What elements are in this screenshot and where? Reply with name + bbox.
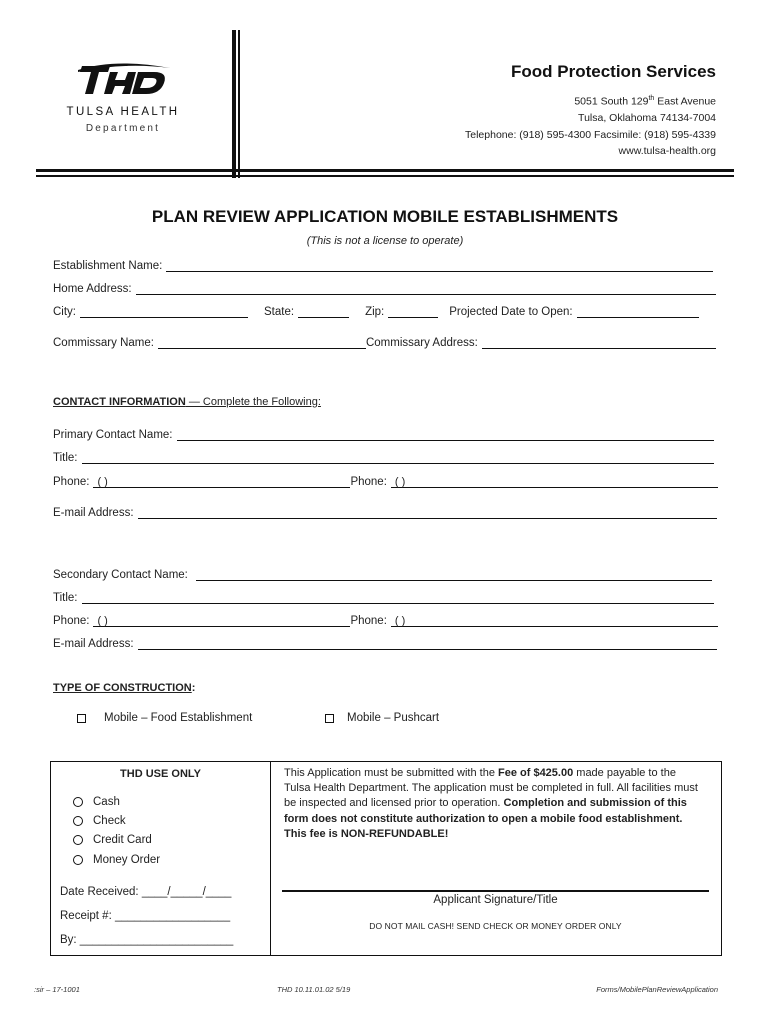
- city-state-zip-row: [53, 302, 699, 318]
- page-subtitle: (This is not a license to operate): [306, 235, 464, 247]
- header-divider-thick: [232, 30, 236, 178]
- checkbox-icon[interactable]: [77, 714, 86, 723]
- header-rule-thick: [36, 169, 734, 172]
- payment-option-check[interactable]: Check: [73, 815, 126, 827]
- primary-contact-row: [53, 425, 714, 441]
- non-refundable-statement: This fee is NON-REFUNDABLE!: [284, 827, 449, 840]
- secondary-title-field[interactable]: [82, 592, 714, 604]
- secondary-phone2-field[interactable]: ( ): [391, 615, 718, 627]
- city-field[interactable]: [80, 306, 248, 318]
- secondary-title-label: Title:: [53, 592, 78, 604]
- commissary-address-field[interactable]: [482, 337, 716, 349]
- commissary-name-label: Commissary Name:: [53, 337, 154, 349]
- commissary-name-field[interactable]: [158, 337, 366, 349]
- radio-icon[interactable]: [73, 797, 83, 807]
- establishment-name-field[interactable]: [166, 260, 713, 272]
- secondary-title-row: [53, 588, 714, 604]
- logo-name: TULSA HEALTH: [66, 106, 180, 118]
- date-received-field[interactable]: Date Received: ____/_____/____: [60, 886, 232, 898]
- primary-title-field[interactable]: [82, 452, 714, 464]
- org-contact-block: [465, 62, 716, 160]
- commissary-row: [53, 333, 716, 349]
- authorization-statement: Completion and submission of this form does not constitute authorization to open a mobile food establishment.: [284, 797, 687, 825]
- secondary-phone2-label: Phone:: [350, 615, 387, 627]
- radio-icon[interactable]: [73, 855, 83, 865]
- received-by-field[interactable]: By: ________________________: [60, 934, 234, 946]
- primary-phone-row: [53, 472, 718, 488]
- radio-icon[interactable]: [73, 835, 83, 845]
- construction-option-food-establishment[interactable]: Mobile – Food Establishment: [77, 712, 252, 724]
- primary-title-label: Title:: [53, 452, 78, 464]
- radio-icon[interactable]: [73, 816, 83, 826]
- secondary-phone1-field[interactable]: ( ): [93, 615, 350, 627]
- secondary-contact-row: [53, 565, 712, 581]
- primary-email-label: E-mail Address:: [53, 507, 134, 519]
- zip-field[interactable]: [388, 306, 438, 318]
- org-city-line: Tulsa, Oklahoma 74134-7004: [578, 112, 716, 124]
- org-title: Food Protection Services: [511, 62, 716, 81]
- thd-use-box: [50, 761, 722, 956]
- footer-right: Forms/MobilePlanReviewApplication: [596, 985, 718, 994]
- contact-info-heading: CONTACT INFORMATION — Complete the Following:: [53, 396, 321, 408]
- primary-phone1-field[interactable]: ( ): [93, 476, 350, 488]
- signature-line[interactable]: [282, 890, 709, 892]
- primary-email-field[interactable]: [138, 507, 717, 519]
- zip-label: Zip:: [365, 306, 385, 318]
- header-rule-thin: [36, 175, 734, 177]
- primary-contact-label: Primary Contact Name:: [53, 429, 173, 441]
- thd-use-only-heading: THD USE ONLY: [120, 768, 201, 780]
- org-website[interactable]: www.tulsa-health.org: [618, 145, 716, 157]
- primary-phone1-label: Phone:: [53, 476, 90, 488]
- receipt-number-field[interactable]: Receipt #: __________________: [60, 910, 231, 922]
- secondary-phone-row: [53, 611, 718, 627]
- no-cash-warning: DO NOT MAIL CASH! SEND CHECK OR MONEY ORDER ONLY: [369, 921, 622, 931]
- home-address-row: [53, 279, 716, 295]
- fee-amount: Fee of $425.00: [498, 767, 574, 779]
- city-label: City:: [53, 306, 76, 318]
- secondary-phone1-label: Phone:: [53, 615, 90, 627]
- footer-center: THD 10.11.01.02 5/19: [277, 985, 351, 994]
- projected-date-field[interactable]: [577, 306, 699, 318]
- box-divider: [270, 762, 271, 955]
- payment-option-cash[interactable]: Cash: [73, 796, 120, 808]
- header-divider-thin: [238, 30, 240, 178]
- thd-logo-mark-icon: [76, 62, 172, 98]
- state-label: State:: [264, 306, 295, 318]
- org-street-address: 5051 South 129th East Avenue: [574, 95, 716, 108]
- page-title: PLAN REVIEW APPLICATION MOBILE ESTABLISHMENTS: [151, 207, 619, 226]
- establishment-name-label: Establishment Name:: [53, 260, 163, 272]
- payment-option-money-order[interactable]: Money Order: [73, 854, 160, 866]
- secondary-contact-label: Secondary Contact Name:: [53, 569, 188, 581]
- construction-heading: TYPE OF CONSTRUCTION:: [53, 682, 196, 694]
- commissary-address-label: Commissary Address:: [365, 337, 478, 349]
- primary-phone2-label: Phone:: [350, 476, 387, 488]
- secondary-email-field[interactable]: [138, 638, 717, 650]
- secondary-email-label: E-mail Address:: [53, 638, 134, 650]
- home-address-label: Home Address:: [53, 283, 132, 295]
- primary-title-row: [53, 448, 714, 464]
- construction-option-pushcart[interactable]: Mobile – Pushcart: [325, 712, 439, 724]
- logo-department: Department: [85, 123, 161, 134]
- primary-phone2-field[interactable]: ( ): [391, 476, 718, 488]
- footer-left: :sir – 17-1001: [34, 985, 80, 994]
- checkbox-icon[interactable]: [325, 714, 334, 723]
- fee-notice: This Application must be submitted with the Fee of $425.00 made payable to the Tulsa Health Department. The application must be completed in full. All facilities must be inspected and licensed prior to operation. Completion and submission of this form does not constitute authorization to open a mobile food establishment. This fee is NON-REFUNDABLE!: [284, 767, 698, 840]
- establishment-name-row: [53, 256, 713, 272]
- secondary-email-row: [53, 634, 717, 650]
- signature-label: Applicant Signature/Title: [433, 894, 558, 906]
- projected-date-label: Projected Date to Open:: [449, 306, 573, 318]
- primary-email-row: [53, 503, 717, 519]
- org-phone-line: Telephone: (918) 595-4300 Facsimile: (918) 595-4339: [465, 128, 716, 141]
- primary-contact-field[interactable]: [177, 429, 714, 441]
- home-address-field[interactable]: [136, 283, 716, 295]
- payment-option-credit-card[interactable]: Credit Card: [73, 834, 152, 846]
- state-field[interactable]: [298, 306, 349, 318]
- secondary-contact-field[interactable]: [196, 569, 712, 581]
